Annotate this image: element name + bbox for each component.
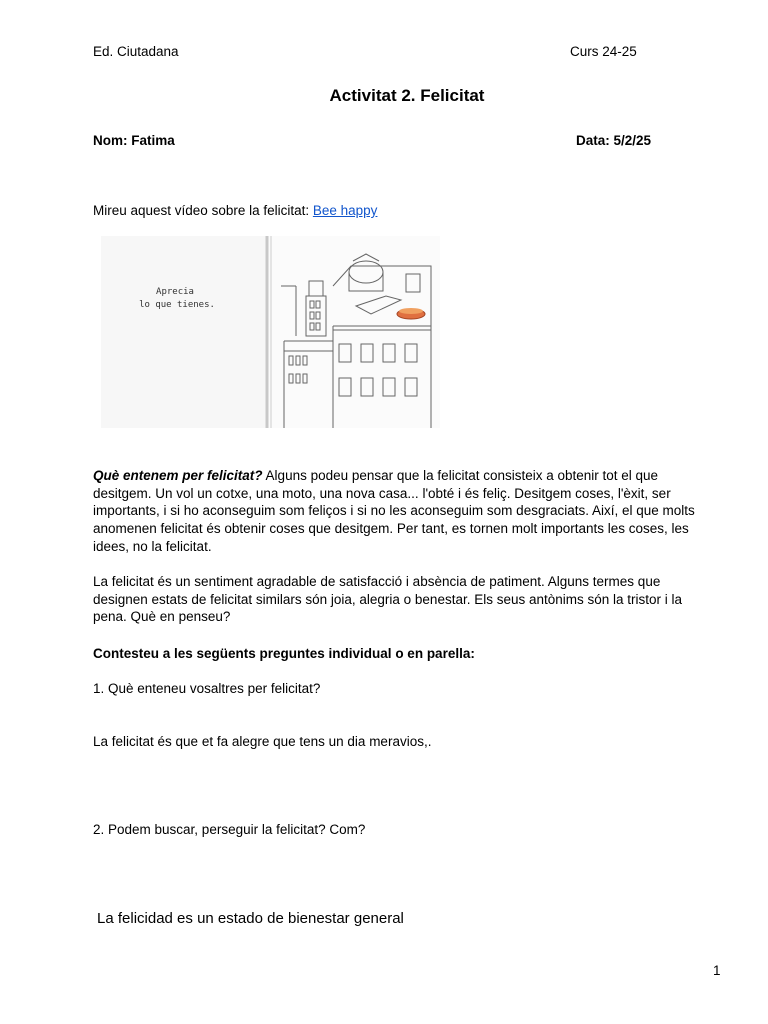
paragraph-1-lead: Què entenem per felicitat?	[93, 468, 263, 483]
question-1: 1. Què enteneu vosaltres per felicitat?	[93, 681, 321, 696]
illustration-caption-line1: Aprecia	[156, 287, 194, 297]
instructions: Contesteu a les següents preguntes individual o en parella:	[93, 646, 475, 661]
intro-line	[93, 202, 377, 219]
illustration-caption-line2: lo que tienes.	[139, 300, 215, 310]
page-title: Activitat 2. Felicitat	[329, 86, 485, 105]
student-name: Nom: Fatima	[93, 133, 175, 148]
rooftop-drawing	[101, 236, 440, 428]
illustration-image	[101, 236, 440, 428]
answer-1: La felicitat és que et fa alegre que tens un dia meravios,.	[93, 734, 432, 749]
paragraph-1-body: Alguns podeu pensar que la felicitat consisteix a obtenir tot el que desitgem. Un vol un cotxe, una moto, una nova casa... l'obté i és feliç. Desitgem coses, l'èxit, ser importants, i si ho aconseguim som feliços i si no les aconseguim som desgraciats. Així, el que molts anomenen felicitat és obtenir coses que desitgem. Per tant, es tornen molt importants les coses, les idees, no la felicitat.	[93, 468, 695, 554]
paragraph-1	[93, 467, 717, 556]
answer-2: La felicidad es un estado de bienestar general	[97, 910, 404, 927]
header-year: Curs 24-25	[570, 44, 637, 59]
intro-text: Mireu aquest vídeo sobre la felicitat:	[93, 203, 313, 218]
header-course: Ed. Ciutadana	[93, 44, 179, 59]
paragraph-2: La felicitat és un sentiment agradable de satisfacció i absència de patiment. Alguns termes que designen estats de felicitat similars són joia, alegria o benestar. Els seus antònims són la tristor i la pena. Què en penseu?	[93, 574, 683, 625]
question-2: 2. Podem buscar, perseguir la felicitat? Com?	[93, 822, 366, 837]
page-number: 1	[713, 963, 721, 978]
video-link[interactable]: Bee happy	[312, 203, 378, 218]
date-field: Data: 5/2/25	[576, 133, 652, 148]
